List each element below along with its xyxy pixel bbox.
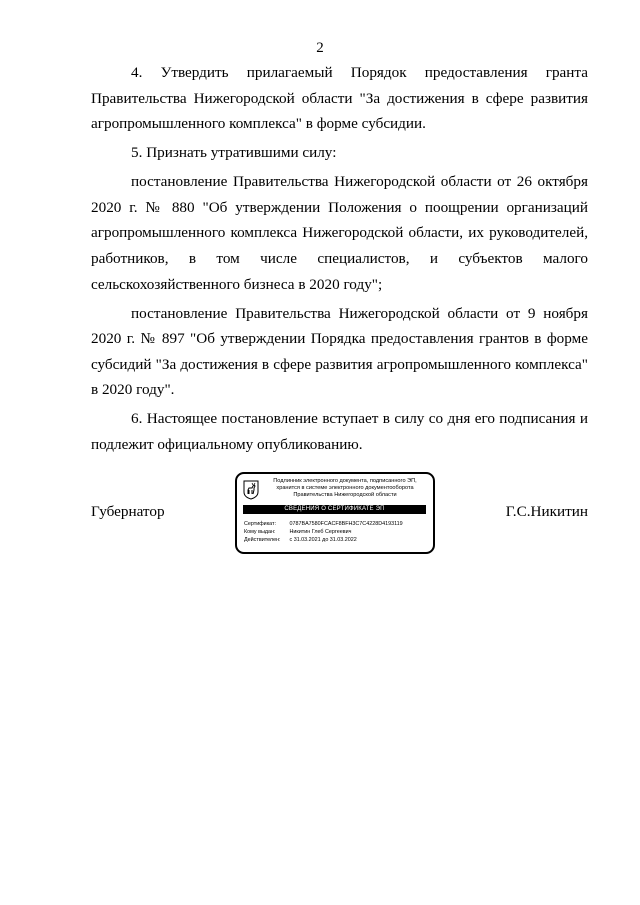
certificate-value: 0787BA7580FCACF8BFH3C7C4228D4193119 xyxy=(289,521,403,527)
stamp-notice-line: Подлинник электронного документа, подписанного ЭП, xyxy=(273,478,417,484)
stamp-banner: СВЕДЕНИЯ О СЕРТИФИКАТЕ ЭП xyxy=(243,505,426,514)
deer-emblem-icon xyxy=(243,480,259,500)
issued-to-value: Никитин Глеб Сергеевич xyxy=(289,529,352,535)
validity-value: с 31.03.2021 до 31.03.2022 xyxy=(289,537,357,543)
paragraph-approve-procedure: 4. Утвердить прилагаемый Порядок предоставления гранта Правительства Нижегородской области "За достижения в сфере развития агропромышленного комплекса" в форме субсидии. xyxy=(91,64,588,133)
certificate-label: Сертификат: xyxy=(244,521,277,527)
certificate-row xyxy=(244,520,429,528)
issued-to-row xyxy=(244,528,429,536)
issued-to-label: Кому выдан: xyxy=(244,529,276,535)
paragraph-repealed-resolution-897: постановление Правительства Нижегородской области от 9 ноября 2020 г. № 897 "Об утверждении Порядка предоставления грантов в форме субсидий "За достижения в сфере развития агропромышленного комплекса" в 2020 году". xyxy=(91,304,588,399)
signer-title: Губернатор xyxy=(91,503,165,520)
validity-row xyxy=(244,536,429,544)
stamp-certificate-details xyxy=(244,520,429,544)
page-number: 2 xyxy=(316,40,324,56)
electronic-signature-stamp xyxy=(235,472,435,554)
signer-name: Г.С.Никитин xyxy=(505,503,588,520)
validity-label: Действителен: xyxy=(244,537,281,543)
stamp-notice-line: Правительства Нижегородской области xyxy=(293,492,397,498)
paragraph-entry-into-force: 6. Настоящее постановление вступает в силу со дня его подписания и подлежит официальному опубликованию. xyxy=(91,410,588,453)
signature-block xyxy=(91,472,588,558)
document-body xyxy=(91,60,588,457)
stamp-notice-line: хранится в системе электронного документооборота xyxy=(276,485,414,491)
paragraph-repeal-heading: 5. Признать утратившими силу: xyxy=(131,144,337,162)
paragraph-repealed-resolution-880: постановление Правительства Нижегородской области от 26 октября 2020 г. № 880 "Об утверждении Положения о поощрении организаций агропромышленного комплекса Нижегородской области, их руководителей, работников, в том числе специалистов, и субъектов малого сельскохозяйственного бизнеса в 2020 году"; xyxy=(91,173,588,293)
stamp-notice xyxy=(261,478,429,499)
